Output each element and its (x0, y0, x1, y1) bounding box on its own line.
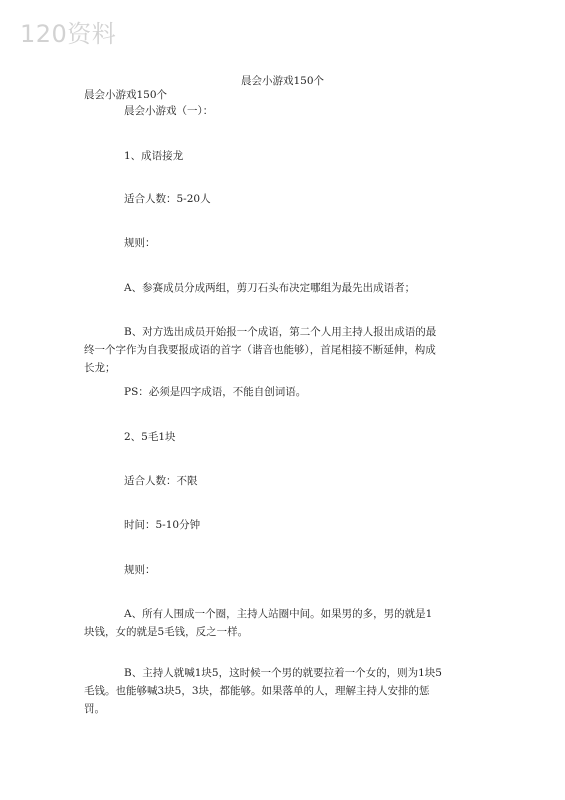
document-subtitle: 晨会小游戏150个 (84, 89, 168, 101)
game-2-rules-label: 规则： (124, 564, 156, 576)
game-2-rule-b: B、主持人就喊1块5，这时候一个男的就要拉着一个女的，则为1块5毛钱。也能够喊3块5，3块，都能够。如果落单的人，理解主持人安排的惩罚。 (84, 667, 442, 715)
game-2-rule-a: A、所有人围成一个圈，主持人站圈中间。如果男的多，男的就是1块钱，女的就是5毛钱，反之一样。 (84, 608, 433, 638)
game-1-ps-note: PS：必须是四字成语，不能自创词语。 (124, 386, 307, 398)
game-1-rule-b: B、对方选出成员开始报一个成语，第二个人用主持人报出成语的最终一个字作为自我要报成语的首字（谐音也能够），首尾相接不断延伸，构成长龙； (84, 326, 437, 374)
game-1-players: 适合人数：5-20人 (124, 193, 211, 205)
game-2-time: 时间：5-10分钟 (124, 519, 201, 531)
document-title: 晨会小游戏150个 (241, 75, 325, 87)
watermark-logo: 120资料 (20, 20, 117, 48)
section-heading: 晨会小游戏（一）： (124, 105, 214, 117)
game-1-title: 1、成语接龙 (124, 150, 184, 162)
game-2-title: 2、5毛1块 (124, 431, 176, 443)
game-1-rule-a: A、参赛成员分成两组，剪刀石头布决定哪组为最先出成语者； (124, 282, 416, 294)
game-2-players: 适合人数：不限 (124, 475, 198, 487)
game-1-rules-label: 规则： (124, 237, 156, 249)
